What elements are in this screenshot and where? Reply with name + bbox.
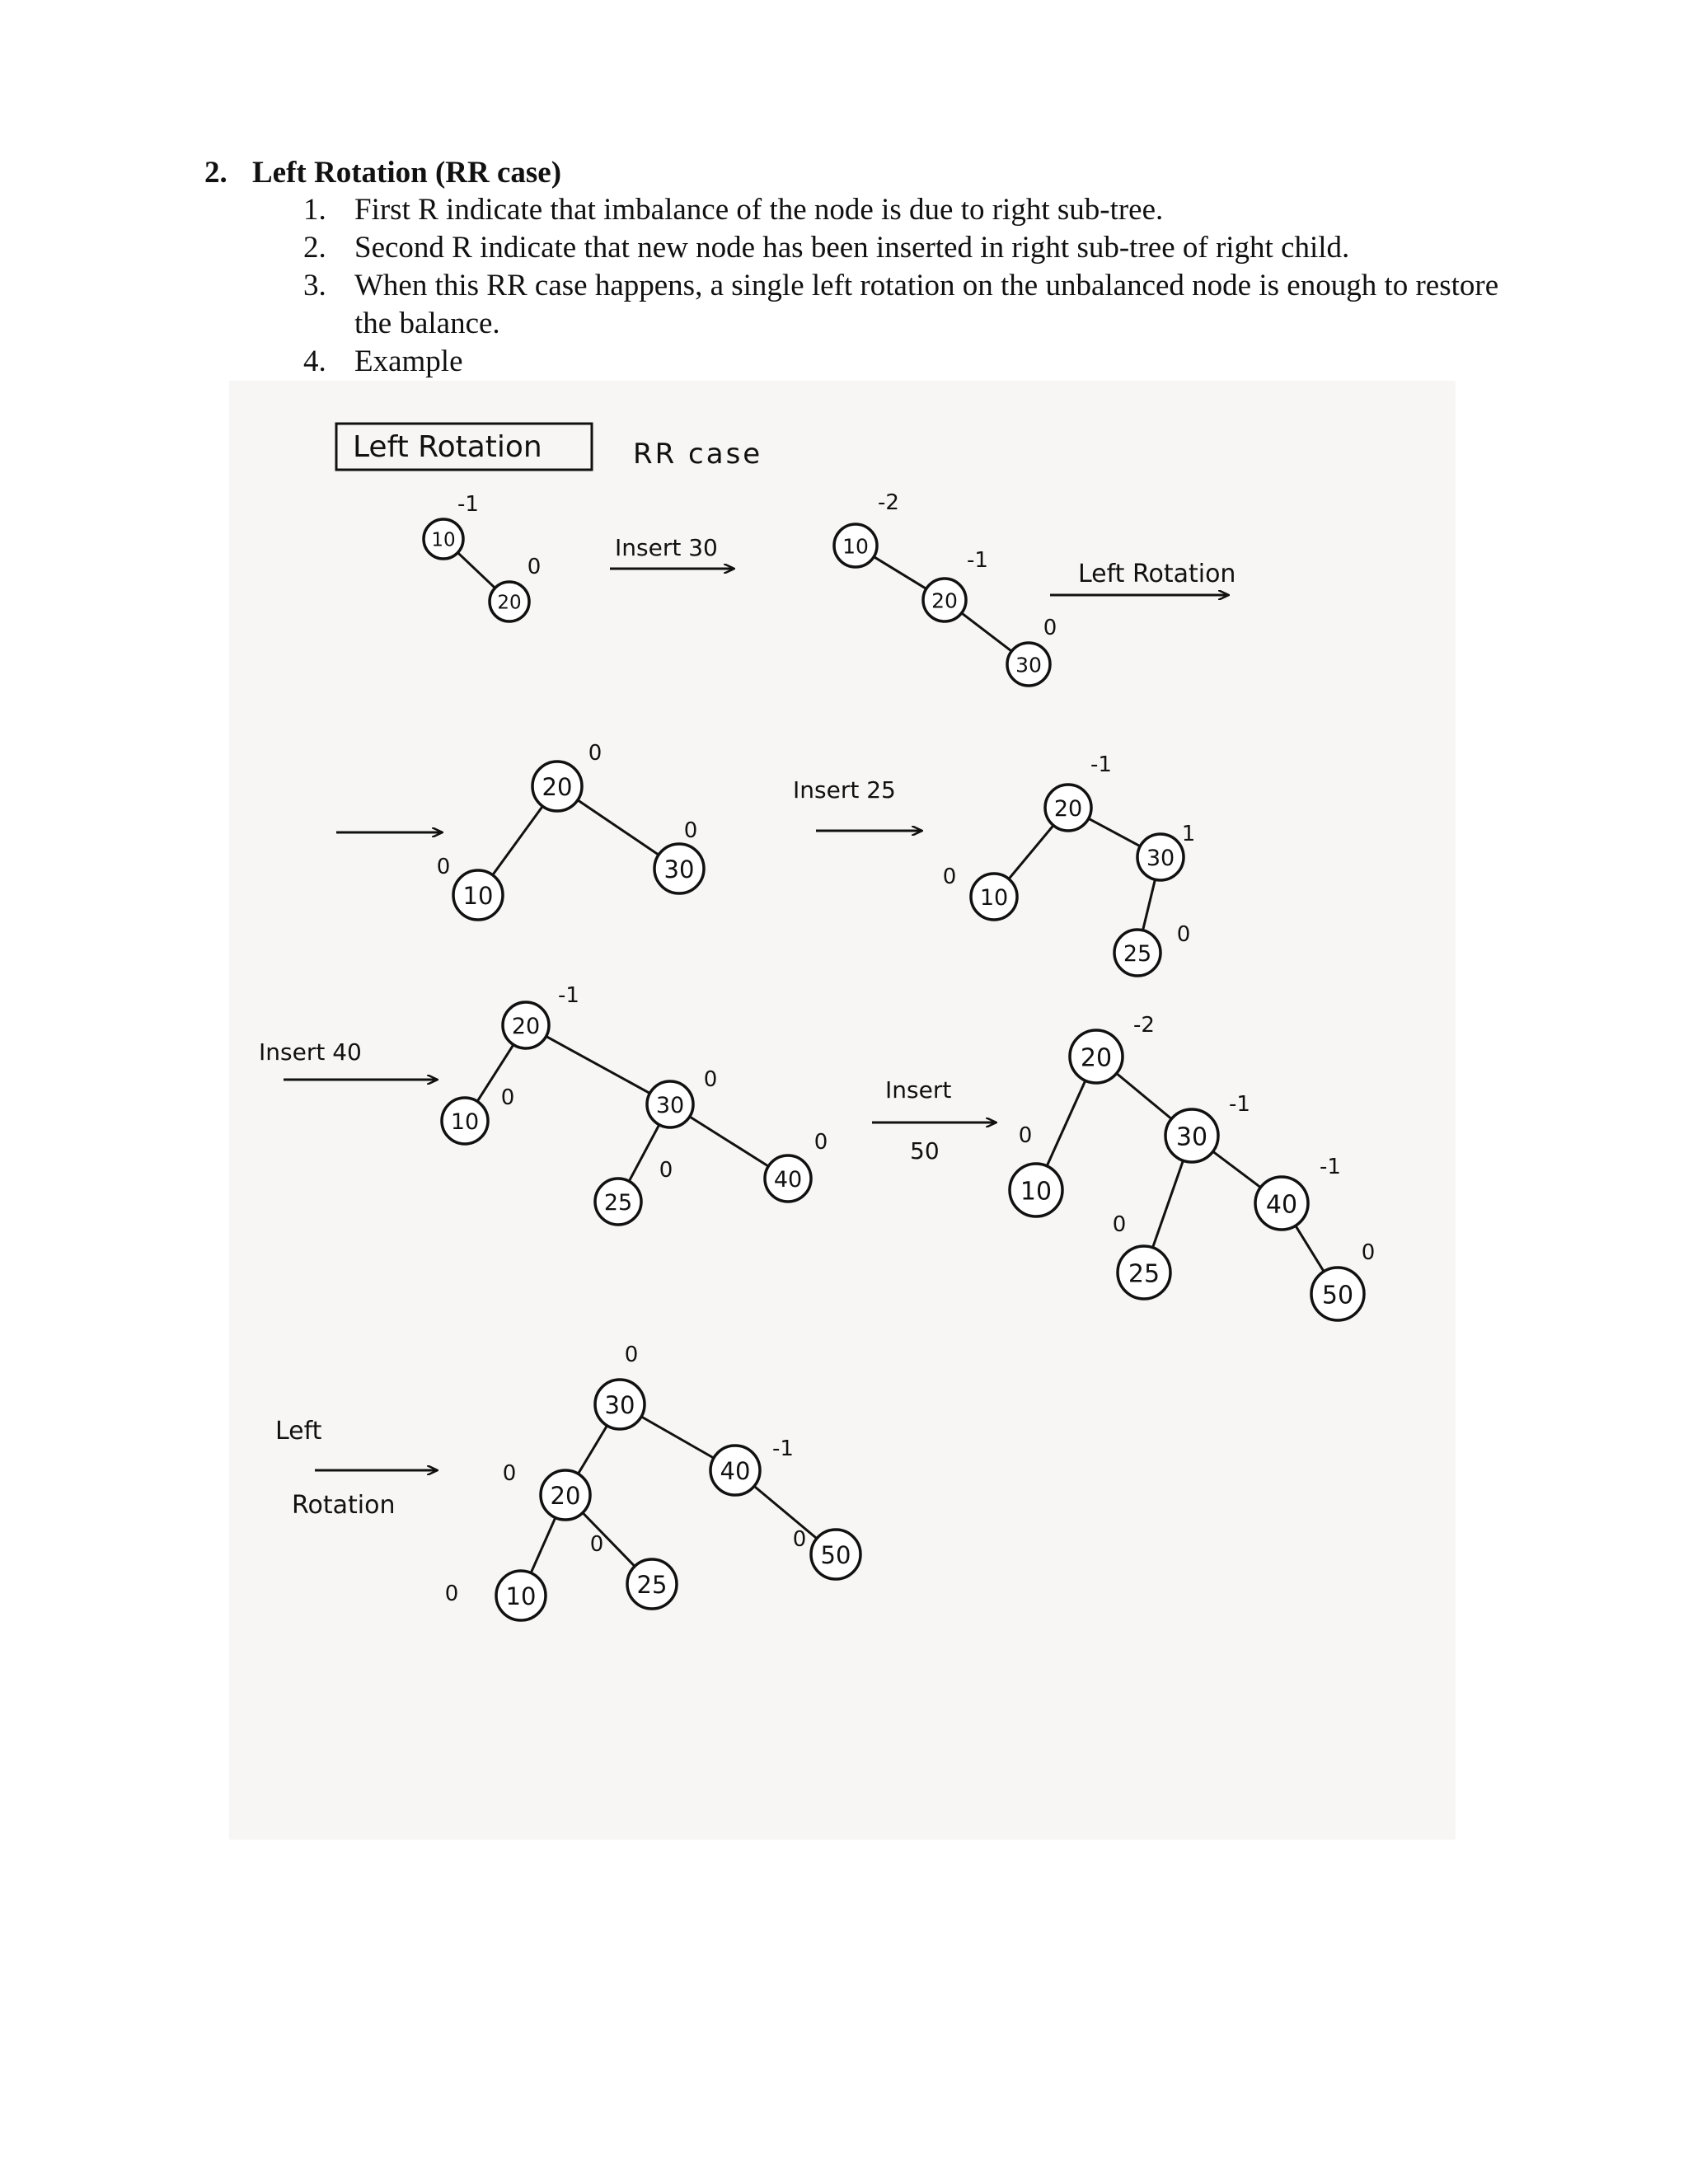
tree-edge (629, 1125, 659, 1182)
balance-factor: 0 (527, 555, 542, 579)
arrow-insert30 (610, 534, 734, 569)
node-key: 20 (1053, 796, 1083, 823)
arrow-insert25 (793, 776, 921, 831)
item-number: 4. (303, 344, 326, 378)
node-key: 20 (550, 1481, 581, 1510)
balance-factor: 0 (436, 855, 451, 879)
node-key: 25 (1128, 1259, 1160, 1289)
balance-factor: -1 (1229, 1092, 1250, 1117)
tree-group (424, 490, 1375, 1620)
balance-factor: 0 (589, 1532, 604, 1557)
balance-factor: 0 (1361, 1240, 1376, 1265)
balance-factor: -1 (457, 492, 479, 517)
arrow-label: Insert (885, 1076, 952, 1104)
node-key: 25 (603, 1190, 633, 1216)
section-heading (204, 155, 561, 190)
arrow-rotate1 (1050, 560, 1236, 595)
balance-factor: 0 (942, 865, 957, 889)
tree-edge (690, 1117, 769, 1166)
balance-factor: -1 (1090, 752, 1112, 777)
node-key: 10 (505, 1582, 537, 1610)
node-key: 40 (720, 1456, 751, 1485)
list-item (303, 229, 1515, 267)
tree-edge (578, 1426, 607, 1474)
node-key: 20 (511, 1014, 541, 1040)
node-key: 20 (497, 592, 522, 614)
tree-edge (962, 613, 1012, 651)
balance-factor: 0 (1043, 616, 1057, 640)
tree-edge (457, 553, 495, 588)
avl-tree (442, 983, 828, 1225)
list-item (303, 343, 1515, 381)
arrow-label: Insert 25 (793, 776, 896, 804)
tree-edge (1117, 1073, 1172, 1118)
node-key: 10 (979, 885, 1009, 912)
balance-factor: 0 (683, 818, 698, 843)
tree-edge (754, 1486, 817, 1539)
node-key: 10 (431, 529, 456, 551)
balance-factor: 1 (1181, 822, 1196, 846)
arrow-label: Left (275, 1417, 322, 1446)
balance-factor: -1 (772, 1436, 794, 1461)
arrow-label: 50 (910, 1137, 940, 1165)
balance-factor: 0 (624, 1343, 639, 1367)
balance-factor: -1 (967, 548, 988, 573)
tree-edge (546, 1036, 650, 1093)
node-key: 30 (1146, 846, 1175, 872)
balance-factor: 0 (502, 1461, 517, 1486)
box-label: Left Rotation (353, 430, 542, 464)
avl-tree (424, 492, 541, 621)
balance-factor: 0 (588, 741, 603, 766)
list-item (303, 267, 1515, 343)
balance-factor: 0 (1112, 1212, 1127, 1237)
node-key: 50 (1321, 1281, 1354, 1310)
balance-factor: 0 (1018, 1123, 1033, 1148)
case-label: RR case (633, 438, 763, 471)
item-number: 2. (303, 231, 326, 265)
item-number: 3. (303, 269, 326, 302)
balance-factor: -2 (878, 490, 899, 515)
item-number: 1. (303, 193, 326, 227)
item-text: When this RR case happens, a single left rotation on the unbalanced node is enough to restore the balance. (354, 269, 1499, 340)
tree-edge (1047, 1080, 1085, 1166)
avl-tree (437, 741, 704, 920)
node-key: 25 (1123, 941, 1152, 968)
node-key: 50 (820, 1540, 851, 1569)
balance-factor: 0 (703, 1067, 718, 1092)
node-key: 40 (1265, 1190, 1298, 1220)
node-key: 10 (842, 534, 869, 559)
tree-edge (1089, 818, 1141, 846)
tree-edge (641, 1417, 714, 1458)
arrow-label: Insert 40 (259, 1038, 362, 1066)
node-key: 10 (450, 1109, 480, 1136)
tree-edge (1213, 1151, 1261, 1188)
tree-edge (1153, 1160, 1184, 1248)
node-key: 40 (773, 1167, 803, 1193)
balance-factor: -2 (1133, 1013, 1155, 1038)
avl-tree (943, 752, 1196, 976)
avl-rotation-diagram (229, 381, 1456, 1840)
arrow-label: Rotation (292, 1491, 396, 1520)
balance-factor: 0 (444, 1582, 459, 1606)
balance-factor: 0 (792, 1527, 807, 1552)
balance-factor: 0 (814, 1130, 828, 1155)
node-key: 30 (1175, 1122, 1208, 1152)
node-key: 25 (636, 1570, 668, 1599)
balance-factor: 0 (500, 1085, 515, 1110)
balance-factor: -1 (1320, 1155, 1341, 1179)
node-key: 20 (1080, 1043, 1113, 1073)
tree-edge (578, 800, 659, 855)
item-text: First R indicate that imbalance of the node is due to right sub-tree. (354, 193, 1164, 227)
node-key: 20 (542, 772, 573, 801)
node-key: 30 (663, 855, 695, 883)
tree-edge (1009, 826, 1053, 879)
arrow-insert50 (872, 1076, 996, 1165)
tree-edge (1296, 1226, 1324, 1272)
point-list (303, 191, 1515, 381)
balance-factor: 0 (659, 1158, 673, 1183)
avl-tree (445, 1343, 860, 1620)
arrow-rotate2 (275, 1417, 437, 1520)
handwritten-figure (229, 381, 1456, 1840)
node-key: 30 (604, 1390, 635, 1419)
item-text: Second R indicate that new node has been inserted in right sub-tree of right child. (354, 231, 1350, 265)
node-key: 30 (1015, 653, 1042, 677)
arrow-label: Insert 30 (615, 534, 718, 561)
item-text: Example (354, 344, 463, 378)
tree-edge (493, 806, 543, 874)
balance-factor: 0 (1176, 922, 1191, 947)
arrow-insert40 (259, 1038, 437, 1080)
list-item (303, 191, 1515, 229)
node-key: 30 (655, 1093, 685, 1119)
avl-tree (1010, 1013, 1375, 1320)
tree-edge (1143, 879, 1156, 930)
avl-tree (834, 490, 1057, 686)
tree-edge (531, 1517, 556, 1572)
node-key: 10 (1020, 1177, 1053, 1207)
arrow-label: Left Rotation (1078, 560, 1236, 588)
section-number: 2. (204, 156, 227, 190)
section-title: Left Rotation (RR case) (252, 156, 562, 190)
node-key: 20 (931, 588, 958, 613)
balance-factor: -1 (558, 983, 579, 1008)
node-key: 10 (462, 881, 494, 910)
tree-edge (874, 557, 926, 589)
